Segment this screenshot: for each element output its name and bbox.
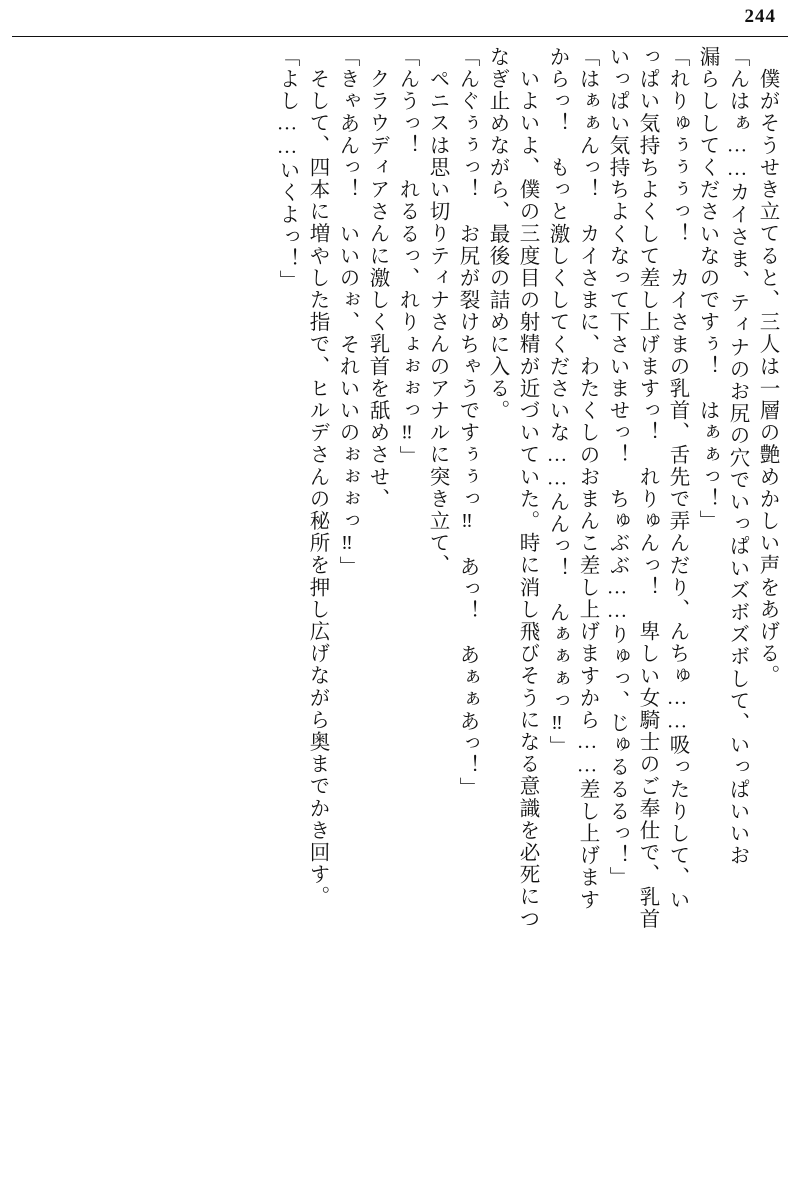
text-line: 「んぐぅぅっ！ お尻が裂けちゃうですぅぅっ‼ あっ！ あぁぁあっ！」 <box>456 46 478 799</box>
text-line: ペニスは思い切りティナさんのアナルに突き立て、 <box>426 68 448 577</box>
text-line: そして、四本に増やした指で、ヒルデさんの秘所を押し広げながら奥までかき回す。 <box>306 68 328 908</box>
text-line: 「きゃあんっ！ いいのぉ、それいいのぉぉぉっ‼」 <box>336 46 358 578</box>
text-line: 「れりゅぅぅぅっ！ カイさまの乳首、舌先で弄んだり、んちゅ……吸ったりして、い <box>666 46 688 911</box>
page-number: 244 <box>744 6 776 27</box>
text-line: いっぱい気持ちよくなって下さいませっ！ ちゅぶぶ……りゅっ、じゅるるるっ！」 <box>606 46 628 889</box>
text-line: 漏らししてくださいなのですぅ！ はぁぁっ！」 <box>696 46 718 533</box>
text-line: 「んうっ！ れるるっ、れりょぉぉっ‼」 <box>396 46 418 468</box>
text-line: 「んはぁ……カイさま、ティナのお尻の穴でいっぱいズボズボして、いっぱいいお <box>726 46 748 867</box>
page-body-text <box>48 46 782 1160</box>
text-line: なぎ止めながら、最後の詰めに入る。 <box>486 46 508 422</box>
text-line: 僕がそうせき立てると、三人は一層の艶めかしい声をあげる。 <box>756 68 778 687</box>
text-line: 「よし……いくよっ！」 <box>276 46 298 293</box>
text-line: からっ！ もっと激しくしてくださいな……んんっ！ んぁぁぁっ‼」 <box>546 46 568 758</box>
text-line: いよいよ、僕の三度目の射精が近づいていた。時に消し飛びそうになる意識を必死につ <box>516 68 538 930</box>
text-line: クラウディアさんに激しく乳首を舐めさせ、 <box>366 68 388 510</box>
header-rule <box>12 36 788 37</box>
text-line: っぱい気持ちよくして差し上げますっ！ れりゅんっ！ 卑しい女騎士のご奉仕で、乳首 <box>636 46 658 930</box>
text-line: 「はぁぁんっ！ カイさまに、わたくしのおまんこ差し上げますから……差し上げます <box>576 46 598 911</box>
